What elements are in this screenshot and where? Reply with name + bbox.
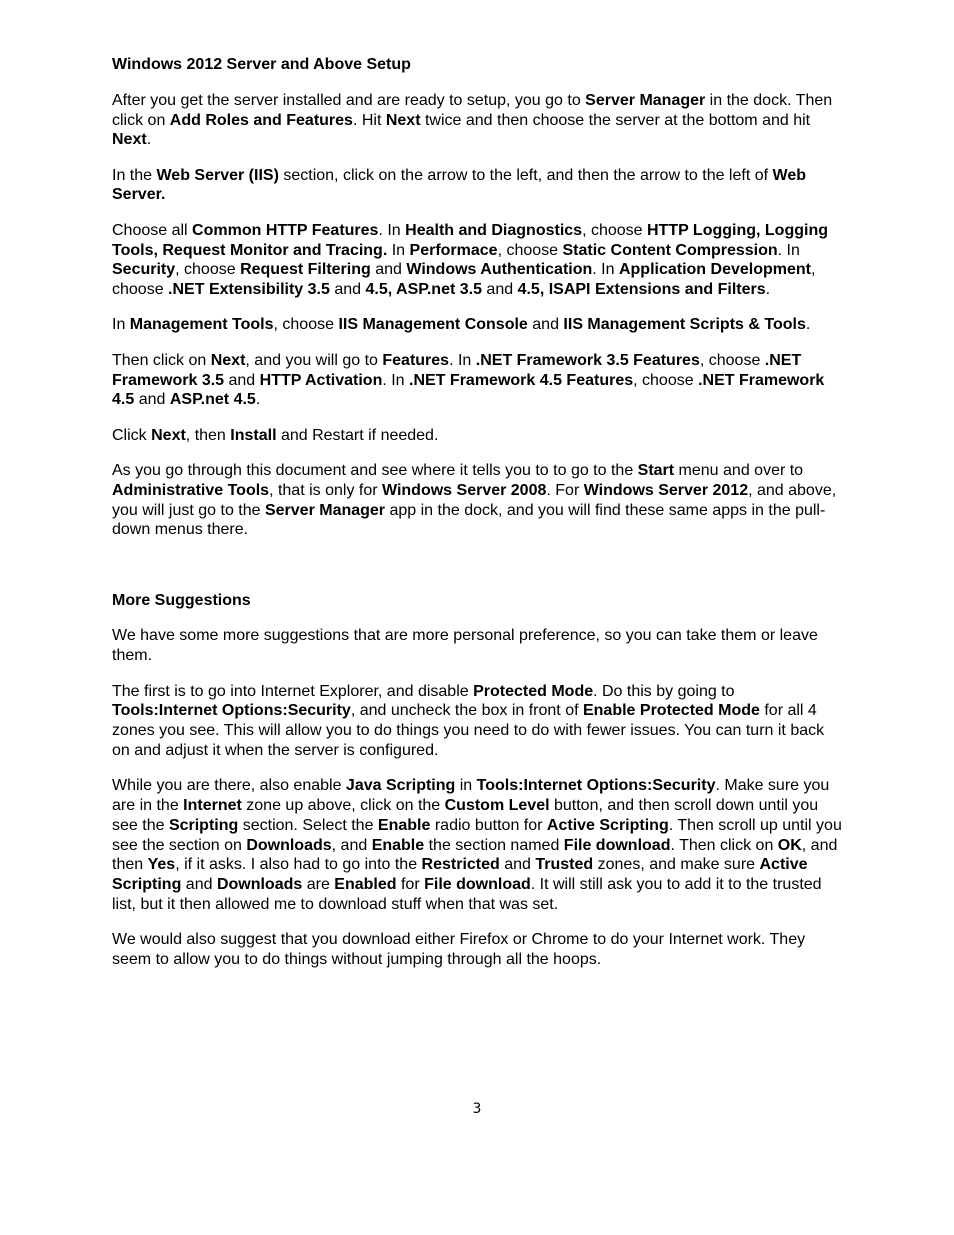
text-run: , and then xyxy=(112,836,838,874)
text-run: and xyxy=(527,316,564,334)
text-run: . Make sure you are in the xyxy=(112,777,830,815)
paragraph xyxy=(112,351,844,410)
text-run: , if it asks. I also had to go into the xyxy=(175,856,422,874)
bold-text-run: Application Development xyxy=(618,261,811,279)
bold-text-run: Windows Authentication xyxy=(406,261,593,279)
text-run: In the xyxy=(112,166,157,184)
paragraph xyxy=(112,315,844,335)
bold-text-run: IIS Management Console xyxy=(338,316,528,334)
text-run: and xyxy=(481,281,518,299)
bold-text-run: Enable Protected Mode xyxy=(582,702,760,720)
text-run: Then click on xyxy=(112,351,211,369)
text-run: in the dock. Then click on xyxy=(112,91,833,129)
text-run: . xyxy=(146,131,152,149)
bold-text-run: Static Content Compression xyxy=(562,241,778,259)
text-run: The first is to go into Internet Explorer, and disable xyxy=(112,682,474,700)
bold-text-run: Server Manager xyxy=(585,91,706,109)
text-run: In xyxy=(112,316,130,334)
text-run: section, click on the arrow to the left, and then the arrow to the left of xyxy=(278,166,773,184)
text-run: for all 4 zones you see. This will allow you to do things you need to do with fewer issues. You can turn it back on and adjust it when the server is configured. xyxy=(112,702,825,759)
text-run: . It will still ask you to add it to the trusted list, but it then allowed me to download stuff when that was set. xyxy=(112,876,822,913)
text-run: . In xyxy=(592,261,619,279)
bold-text-run: Active Scripting xyxy=(546,816,669,834)
text-run: and xyxy=(224,371,260,389)
text-run: zones, and make sure xyxy=(593,856,760,874)
section-gap xyxy=(112,556,844,591)
text-run: Click xyxy=(112,426,152,444)
bold-text-run: IIS Management Scripts & Tools xyxy=(563,316,806,334)
bold-text-run: Tools:Internet Options:Security xyxy=(476,777,716,795)
bold-text-run: File download xyxy=(424,876,531,894)
text-run: . For xyxy=(546,481,584,499)
bold-text-run: Administrative Tools xyxy=(112,481,270,499)
text-run: . xyxy=(255,391,261,409)
bold-text-run: Yes xyxy=(147,856,176,874)
bold-text-run: Management Tools xyxy=(129,316,274,334)
text-run: and xyxy=(499,856,536,874)
section-heading-windows-2012-setup: Windows 2012 Server and Above Setup xyxy=(112,56,411,73)
text-run: . xyxy=(805,316,811,334)
bold-text-run: Request Filtering xyxy=(240,261,371,279)
bold-text-run: Windows Server 2008 xyxy=(382,481,547,499)
bold-text-run: .NET Framework 4.5 Features xyxy=(409,371,634,389)
bold-text-run: .NET Extensibility 3.5 xyxy=(168,281,330,299)
bold-text-run: 4.5, ASP.net 3.5 xyxy=(365,281,482,299)
text-run: , choose xyxy=(582,221,647,239)
text-run: We have some more suggestions that are more personal preference, so you can take them or leave them. xyxy=(112,627,818,665)
text-run: in xyxy=(455,777,477,795)
text-run: , choose xyxy=(273,316,339,334)
bold-text-run: Add Roles and Features xyxy=(169,111,353,129)
bold-text-run: Java Scripting xyxy=(345,777,456,795)
text-run: . Then click on xyxy=(670,836,778,854)
page-number: 3 xyxy=(472,1101,482,1117)
text-run: . In xyxy=(449,351,476,369)
bold-text-run: Common HTTP Features xyxy=(192,221,379,239)
bold-text-run: Scripting xyxy=(168,816,239,834)
text-run: . Hit xyxy=(352,111,386,129)
paragraph xyxy=(112,461,844,540)
bold-text-run: Windows Server 2012 xyxy=(583,481,749,499)
text-run: , then xyxy=(185,426,231,444)
bold-text-run: Start xyxy=(637,461,675,479)
paragraph xyxy=(112,626,844,666)
bold-text-run: Tools:Internet Options:Security xyxy=(112,702,351,720)
bold-text-run: Web Server (IIS) xyxy=(156,166,279,184)
text-run: , that is only for xyxy=(269,481,382,499)
bold-text-run: .NET Framework 4.5 xyxy=(112,371,825,409)
text-run: and Restart if needed. xyxy=(276,426,439,444)
text-run: . In xyxy=(378,221,406,239)
text-run: . In xyxy=(382,371,410,389)
text-run: . Do this by going to xyxy=(593,682,735,700)
bold-text-run: Downloads xyxy=(216,876,303,894)
bold-text-run: Next xyxy=(112,131,147,149)
bold-text-run: Downloads xyxy=(246,836,332,854)
text-run: , and uncheck the box in front of xyxy=(350,702,583,720)
text-run: . In xyxy=(777,241,800,259)
bold-text-run: Web Server. xyxy=(112,166,806,204)
paragraph xyxy=(112,930,844,970)
bold-text-run: Performace xyxy=(409,241,498,259)
paragraph xyxy=(112,426,844,446)
text-run: app in the dock, and you will find these same apps in the pull-down menus there. xyxy=(112,501,826,539)
text-run: menu and over to xyxy=(674,461,804,479)
paragraph xyxy=(112,166,844,206)
text-run: , choose xyxy=(497,241,563,259)
section-heading-more-suggestions: More Suggestions xyxy=(112,591,251,609)
text-run: and xyxy=(370,261,407,279)
text-run: , choose xyxy=(112,261,816,299)
bold-text-run: .NET Framework 3.5 xyxy=(112,351,802,389)
bold-text-run: Internet xyxy=(183,797,242,815)
bold-text-run: Enable xyxy=(371,836,425,854)
bold-text-run: Enabled xyxy=(334,876,397,894)
bold-text-run: File download xyxy=(563,836,671,854)
text-run: . Then scroll up until you see the section on xyxy=(112,816,842,854)
bold-text-run: Next xyxy=(210,351,246,369)
text-run: After you get the server installed and are ready to setup, you go to xyxy=(112,91,586,109)
text-run: We would also suggest that you download either Firefox or Chrome to do your Internet work. They seem to allow you to do things without jumping through all the hoops. xyxy=(112,931,806,969)
bold-text-run: HTTP Activation xyxy=(259,371,383,389)
bold-text-run: HTTP Logging, Logging Tools, Request Monitor and Tracing. xyxy=(112,221,828,259)
bold-text-run: Install xyxy=(230,426,277,444)
text-run: radio button for xyxy=(430,816,547,834)
text-run: As you go through this document and see where it tells you to to go to the xyxy=(112,461,638,479)
text-run: button, and then scroll down until you see the xyxy=(112,797,819,834)
paragraph xyxy=(112,91,844,150)
text-run: , choose xyxy=(699,351,765,369)
bold-text-run: Health and Diagnostics xyxy=(405,221,583,239)
bold-text-run: Next xyxy=(385,111,421,129)
bold-text-run: Restricted xyxy=(421,856,500,874)
bold-text-run: .NET Framework 3.5 Features xyxy=(475,351,700,369)
paragraph xyxy=(112,682,844,761)
bold-text-run: Security xyxy=(112,261,176,279)
bold-text-run: ASP.net 4.5 xyxy=(169,391,256,409)
text-run: are xyxy=(302,876,335,894)
page-content xyxy=(112,55,844,985)
paragraph xyxy=(112,776,844,915)
text-run: and xyxy=(181,876,217,894)
bold-text-run: Protected Mode xyxy=(473,682,594,700)
bold-text-run: Next xyxy=(151,426,186,444)
text-run: . xyxy=(765,281,771,299)
text-run: section. Select the xyxy=(238,816,378,834)
text-run: and xyxy=(134,391,170,409)
bold-text-run: Active Scripting xyxy=(112,856,808,894)
text-run: While you are there, also enable xyxy=(112,777,346,795)
text-run: twice and then choose the server at the bottom and hit xyxy=(420,111,811,129)
bold-text-run: Trusted xyxy=(535,856,594,874)
bold-text-run: Enable xyxy=(377,816,431,834)
bold-text-run: Server Manager xyxy=(264,501,386,519)
bold-text-run: Features xyxy=(382,351,450,369)
text-run: the section named xyxy=(424,836,564,854)
text-run: , and you will go to xyxy=(245,351,383,369)
text-run: In xyxy=(387,241,410,259)
text-run: , and xyxy=(331,836,372,854)
bold-text-run: 4.5, ISAPI Extensions and Filters xyxy=(517,281,766,299)
text-run: Choose all xyxy=(112,221,193,239)
bold-text-run: OK xyxy=(777,836,802,854)
text-run: , and above, you will just go to the xyxy=(112,481,837,519)
text-run: for xyxy=(396,876,425,894)
bold-text-run: Custom Level xyxy=(444,797,550,815)
text-run: zone up above, click on the xyxy=(241,797,445,815)
text-run: , choose xyxy=(633,371,699,389)
text-run: and xyxy=(329,281,366,299)
paragraph xyxy=(112,221,844,300)
text-run: , choose xyxy=(175,261,241,279)
